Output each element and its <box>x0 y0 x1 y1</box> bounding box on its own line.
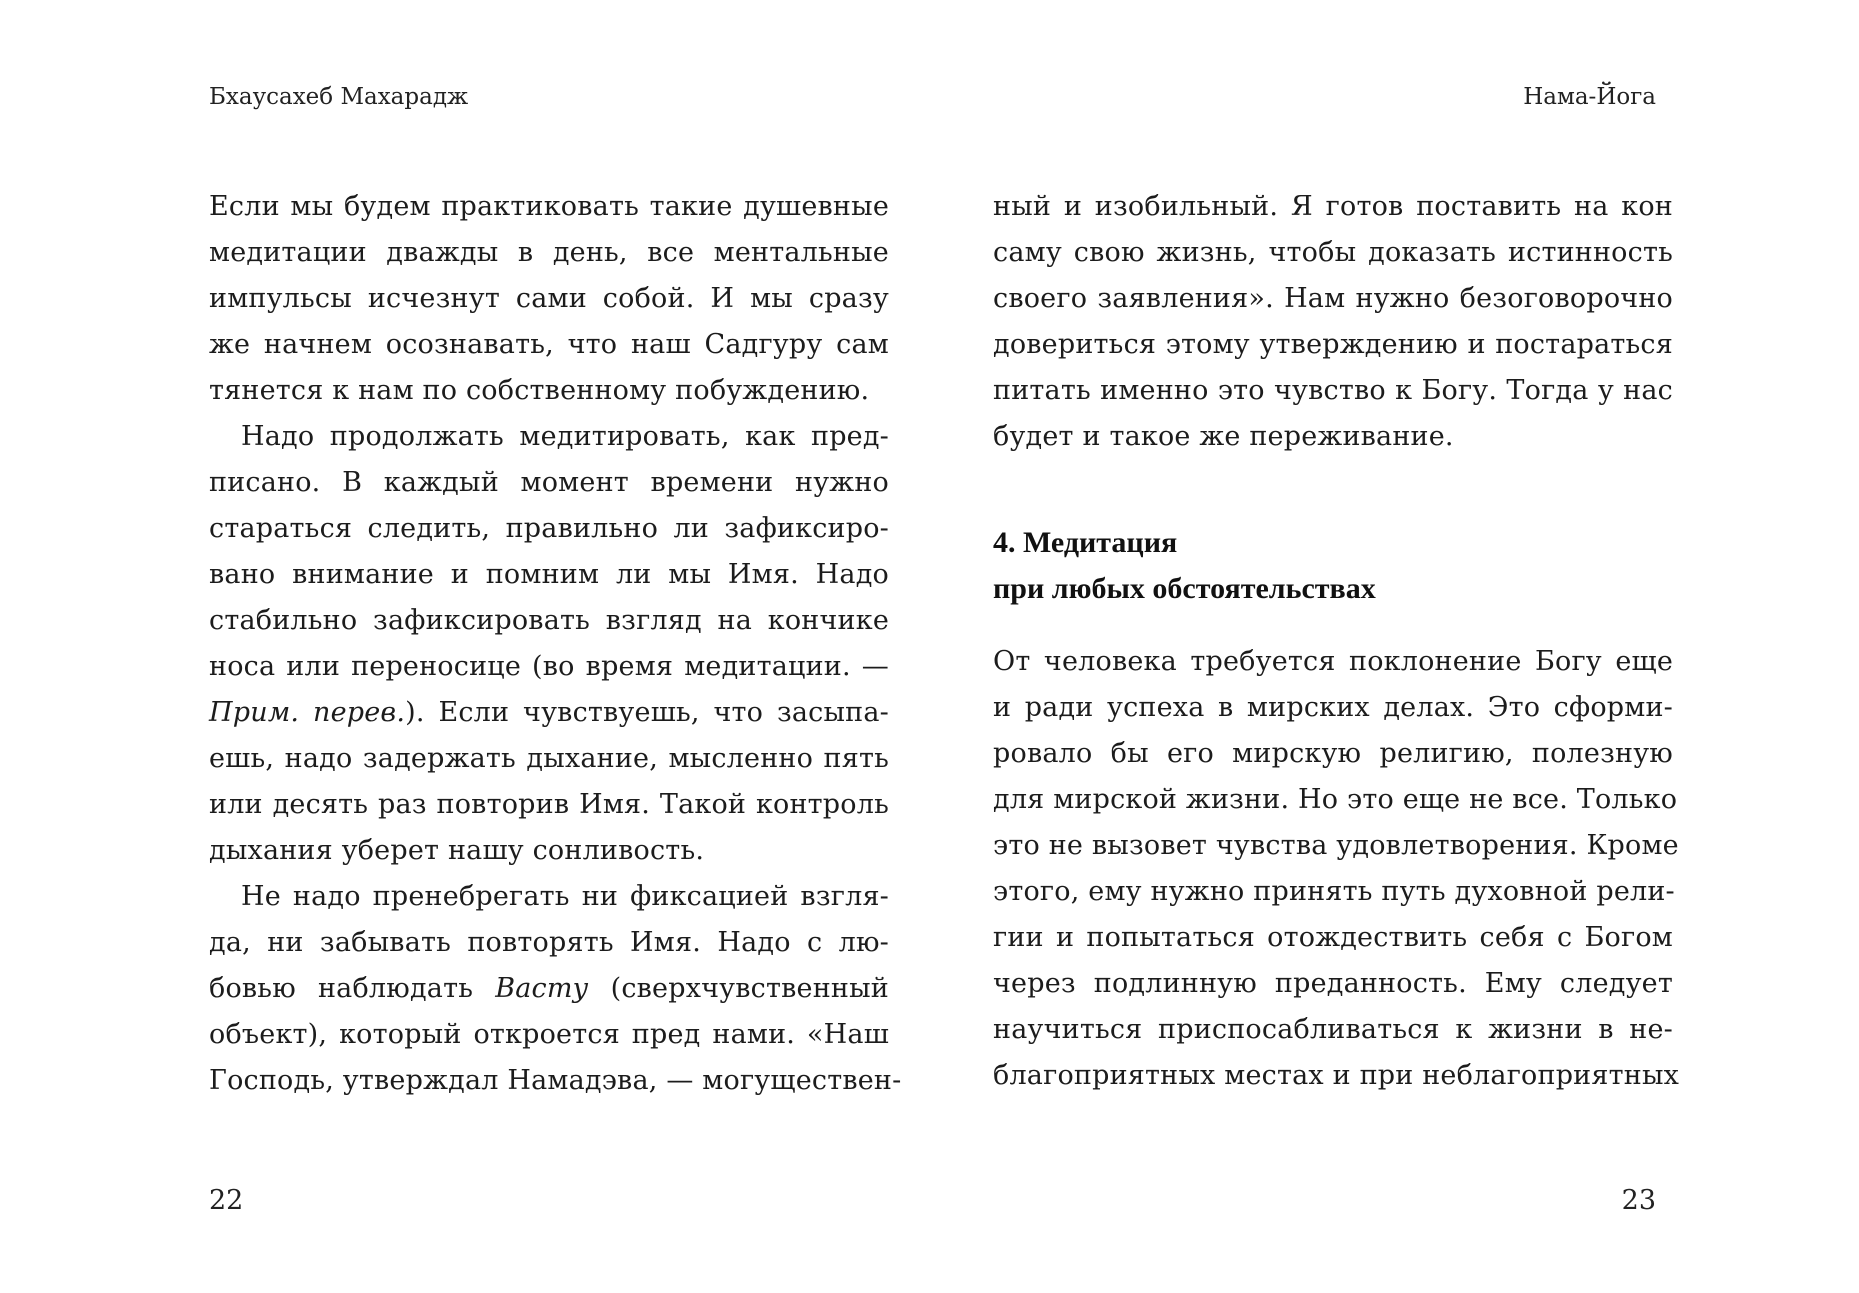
text-line: стабильно зафиксировать взгляд на кончике <box>209 605 889 636</box>
text-line: это не вызовет чувства удовлетворения. Кроме <box>993 830 1679 861</box>
italic-note: Прим. перев. <box>209 697 406 728</box>
text-line: писано. В каждый момент времени нужно <box>209 467 889 498</box>
text-fragment: ). Если чувствуешь, что засыпа- <box>405 697 889 728</box>
text-line: довериться этому утверждению и постараться <box>993 329 1673 360</box>
text-line: медитации дважды в день, все ментальные <box>209 237 889 268</box>
text-line: ровало бы его мирскую религию, полезную <box>993 738 1673 769</box>
text-line-with-note <box>209 690 889 736</box>
text-line: Надо продолжать медитировать, как пред- <box>241 421 889 452</box>
running-head-right: Нама-Йога <box>1523 84 1656 110</box>
text-line: ный и изобильный. Я готов поставить на кон <box>993 191 1673 222</box>
text-line: ешь, надо задержать дыхание, мысленно пять <box>209 743 889 774</box>
text-line: От человека требуется поклонение Богу еще <box>993 646 1673 677</box>
text-line-with-italic <box>209 966 889 1012</box>
text-line: Господь, утверждал Намадэва, — могуществен- <box>209 1065 902 1096</box>
text-line: благоприятных местах и при неблагоприятных <box>993 1060 1680 1091</box>
text-line: этого, ему нужно принять путь духовной рели- <box>993 876 1675 907</box>
running-head-left: Бхаусахеб Махарадж <box>209 84 469 110</box>
text-line: Не надо пренебрегать ни фиксацией взгля- <box>241 881 889 912</box>
text-fragment: бовью наблюдать <box>209 973 496 1004</box>
text-line: питать именно это чувство к Богу. Тогда у нас <box>993 375 1673 406</box>
text-line: для мирской жизни. Но это еще не все. Только <box>993 784 1678 815</box>
page-number-right: 23 <box>1621 1185 1656 1216</box>
text-line: гии и попытаться отождествить себя с Богом <box>993 922 1673 953</box>
text-line: тянется к нам по собственному побуждению. <box>209 375 870 406</box>
left-page-body <box>209 184 902 1104</box>
text-line: да, ни забывать повторять Имя. Надо с лю- <box>209 927 889 958</box>
section-heading-line2: при любых обстоятельствах <box>993 572 1376 605</box>
section-heading-line1: 4. Медитация <box>993 526 1178 559</box>
text-line: саму свою жизнь, чтобы доказать истинность <box>993 237 1673 268</box>
right-page-body-section <box>993 639 1680 1099</box>
text-line: или десять раз повторив Имя. Такой контроль <box>209 789 889 820</box>
text-line: через подлинную преданность. Ему следует <box>993 968 1673 999</box>
text-line: научиться приспосабливаться к жизни в не- <box>993 1014 1673 1045</box>
section-heading <box>993 520 1673 612</box>
italic-word: Васту <box>495 973 589 1004</box>
text-line: импульсы исчезнут сами собой. И мы сразу <box>209 283 889 314</box>
text-line: и ради успеха в мирских делах. Это сформи- <box>993 692 1673 723</box>
right-page-body-top <box>993 184 1673 460</box>
text-line: объект), который откроется пред нами. «Наш <box>209 1019 889 1050</box>
page-number-left: 22 <box>209 1185 244 1216</box>
text-line: будет и такое же переживание. <box>993 421 1454 452</box>
text-line: же начнем осознавать, что наш Садгуру сам <box>209 329 889 360</box>
text-line: Если мы будем практиковать такие душевные <box>209 191 889 222</box>
text-line: стараться следить, правильно ли зафиксиро- <box>209 513 889 544</box>
text-line: носа или переносице (во время медитации. — <box>209 651 889 682</box>
text-fragment: (сверхчувственный <box>588 973 889 1004</box>
text-line: дыхания уберет нашу сонливость. <box>209 835 705 866</box>
text-line: вано внимание и помним ли мы Имя. Надо <box>209 559 889 590</box>
text-line: своего заявления». Нам нужно безоговорочно <box>993 283 1673 314</box>
